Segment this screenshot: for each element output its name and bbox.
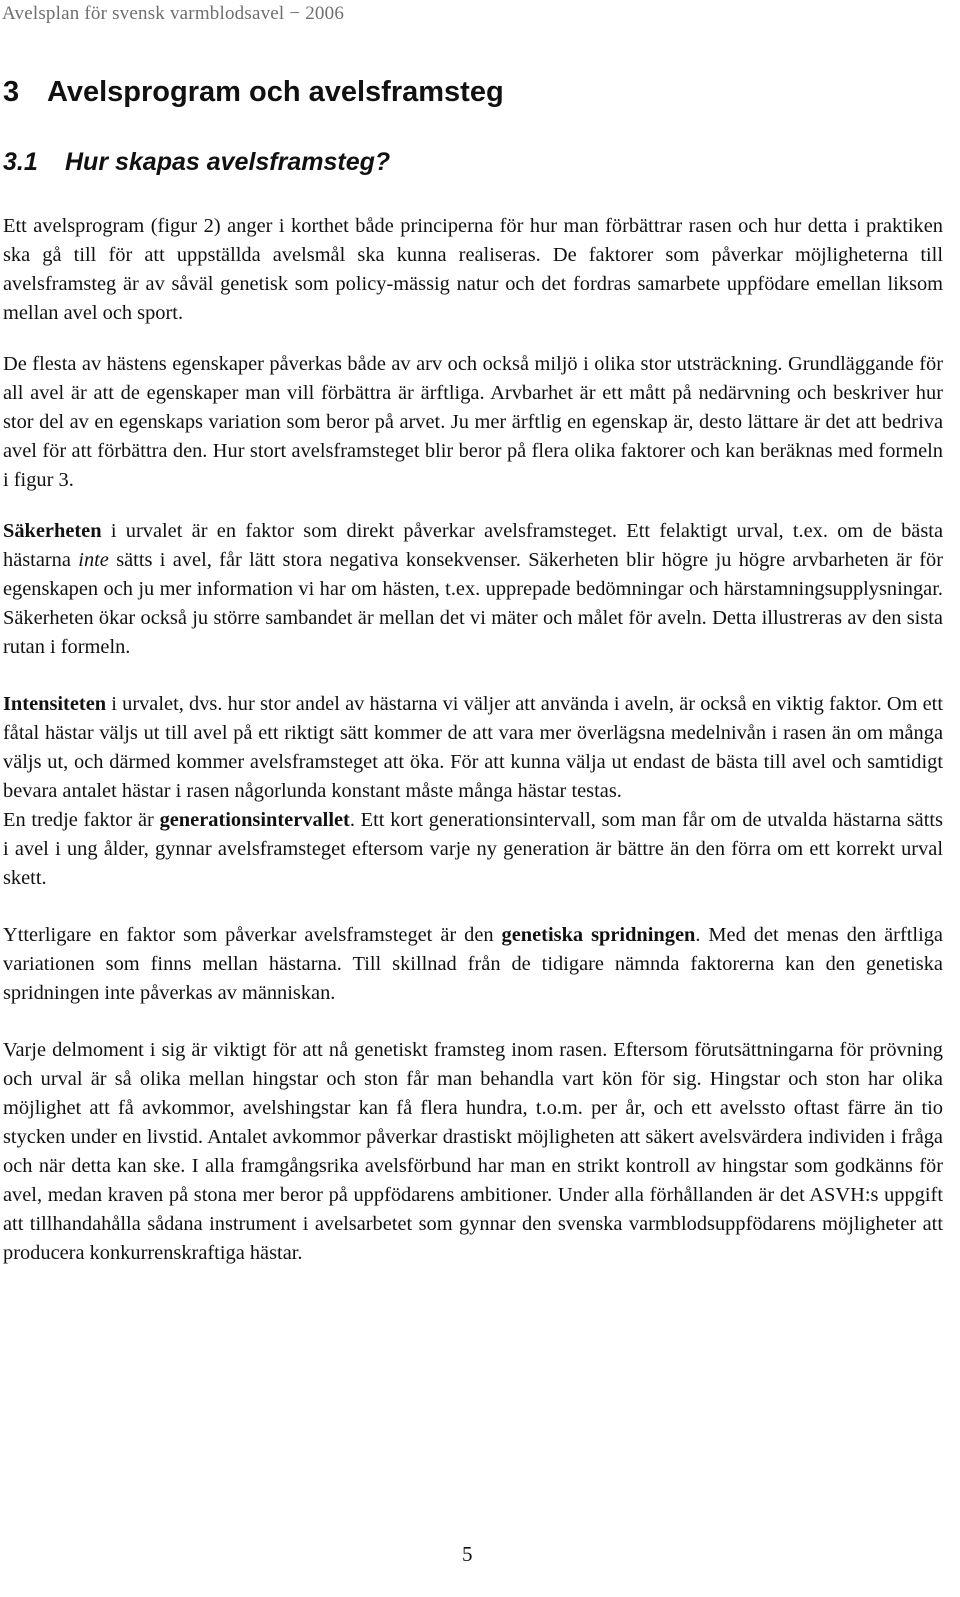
paragraph-heritability: De flesta av hästens egenskaper påverkas både av arv och också miljö i olika stor utsträckning. Grundläggande för all avel är att de egenskaper man vill förbättra är ärftliga. Arvbarhet är ett mått på nedärvning och beskriver hur stor del av en egenskaps variation som beror på arvet. Ju mer ärftlig en egenskap är, desto lättare är det att bedriva avel för att förbättra den. Hur stort avelsframsteget blir beror på flera olika faktorer och kan beräknas med formeln i figur 3.	[3, 353, 943, 491]
paragraph-breeding-steps: Varje delmoment i sig är viktigt för att nå genetiskt framsteg inom rasen. Eftersom förutsättningarna för prövning och urval är så olika mellan hingstar och ston får man behandla vart kön för sig. Hingstar och ston har olika möjlighet att få avkommor, avelshingstar kan få flera hundra, t.o.m. per år, och ett avelssto oftast färre än tio stycken under en livstid. Antalet avkommor påverkar drastiskt möjligheten att säkert avelsvärdera individen i fråga och när detta kan ske. I alla framgångsrika avelsförbund har man en strikt kontroll av hingstar som godkänns för avel, medan kraven på stona mer beror på uppfödarens ambitioner. Under alla förhållanden är det ASVH:s uppgift att tillhandahålla sådana instrument i avelsarbetet som gynnar den svenska varmblodsuppfödarens möjligheter att producera konkurrenskraftiga hästar.	[3, 1039, 943, 1264]
section-title: Avelsprogram och avelsframsteg	[47, 76, 504, 108]
paragraph-generation-interval	[3, 806, 943, 893]
paragraph-accuracy-text-b: sätts i avel, får lätt stora negativa konsekvenser. Säkerheten blir högre ju högre arvbarheten är för egenskapen och ju mer information vi har om hästen, t.ex. upprepade bedömningar och härstamningsupplysningar. Säkerheten ökar också ju större sambandet är mellan det vi mäter och målet för aveln. Detta illustreras av den sista rutan i formeln.	[3, 549, 943, 658]
page-number: 5	[462, 1542, 473, 1566]
section-number: 3	[3, 76, 20, 108]
emphasis-inte: inte	[78, 549, 109, 571]
paragraph-intensity	[3, 690, 943, 806]
term-genetic-spread: genetiska spridningen	[501, 924, 696, 946]
body-text	[3, 212, 943, 1268]
paragraph-spread-text-b: . Med det menas den ärftliga variationen som finns mellan hästarna. Till skillnad från de tidigare nämnda faktorerna kan den genetiska spridningen inte påverkas av människan.	[3, 924, 943, 1004]
paragraph-genetic-spread	[3, 921, 943, 1008]
subsection-heading	[3, 148, 390, 177]
running-header: Avelsplan för svensk varmblodsavel − 2006	[2, 3, 345, 24]
paragraph-generation-text-a: En tredje faktor är	[3, 809, 160, 831]
paragraph-spread-text-a: Ytterligare en faktor som påverkar avelsframsteget är den	[3, 924, 502, 946]
subsection-number: 3.1	[3, 148, 38, 176]
paragraph-accuracy-text-a: i urvalet är en faktor som direkt påverkar avelsframsteget. Ett felaktigt urval, t.ex. om de bästa hästarna	[3, 520, 943, 571]
section-heading	[3, 76, 504, 109]
paragraph-intensity-text: i urvalet, dvs. hur stor andel av hästarna vi väljer att använda i aveln, är också en viktig faktor. Om ett fåtal hästar väljs ut till avel på ett riktigt sätt kommer de att vara mer överlägsna medelnivån i rasen än om många väljs ut, och därmed kommer avelsframsteget att öka. För att kunna välja ut endast de bästa till avel och samtidigt bevara antalet hästar i rasen någorlunda konstant måste många hästar testas.	[3, 693, 943, 802]
subsection-title: Hur skapas avelsframsteg?	[65, 148, 391, 176]
term-intensity: Intensiteten	[3, 693, 107, 715]
paragraph-accuracy	[3, 517, 943, 662]
paragraph-intro: Ett avelsprogram (figur 2) anger i korthet både principerna för hur man förbättrar rasen och hur detta i praktiken ska gå till för att uppställda avelsmål ska kunna realiseras. De faktorer som påverkar möjligheterna till avelsframsteg är av såväl genetisk som policy-mässig natur och det fordras samarbete uppfödare emellan liksom mellan avel och sport.	[3, 215, 943, 324]
term-generation-interval: generationsintervallet	[159, 809, 350, 831]
term-accuracy: Säkerheten	[3, 520, 102, 542]
paragraph-generation-text-b: . Ett kort generationsintervall, som man får om de utvalda hästarna sätts i avel i ung ålder, gynnar avelsframsteget eftersom varje ny generation är bättre än den förra om ett korrekt urval skett.	[3, 809, 943, 889]
